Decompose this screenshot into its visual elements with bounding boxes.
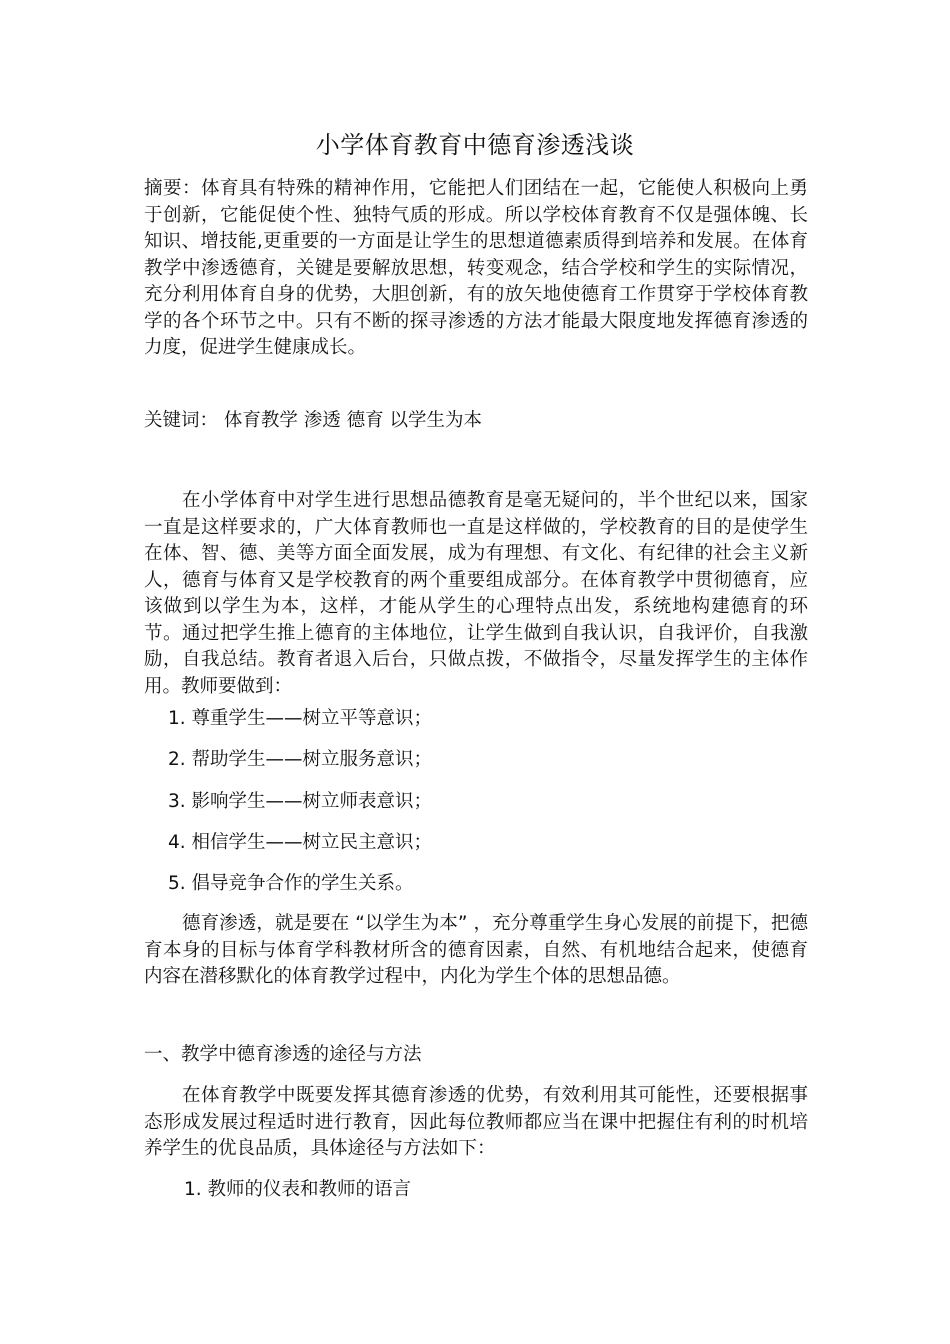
subsection-heading: 1. 教师的仪表和教师的语言 xyxy=(184,1179,412,1200)
document-title: 小学体育教育中德育渗透浅谈 xyxy=(315,131,635,159)
abstract-paragraph: 摘要：体育具有特殊的精神作用，它能把人们团结在一起，它能使人积极向上勇于创新，它能促使个性、独特气质的形成。所以学校体育教育不仅是强体魄、长知识、增技能,更重要的一方面是让学生的思想道德素质得到培养和发展。在体育教学中渗透德育，关键是要解放思想，转变观念，结合学校和学生的实际情况，充分利用体育自身的优势，大胆创新，有的放矢地使德育工作贯穿于学校体育教学的各个环节之中。只有不断的探寻渗透的方法才能最大限度地发挥德育渗透的力度，促进学生健康成长。 xyxy=(144,178,808,358)
list-item: 2. 帮助学生——树立服务意识； xyxy=(168,749,433,770)
intro-paragraph: 在小学体育中对学生进行思想品德教育是毫无疑问的，半个世纪以来，国家一直是这样要求的，广大体育教师也一直是这样做的，学校教育的目的是使学生在体、智、德、美等方面全面发展，成为有理想、有文化、有纪律的社会主义新人，德育与体育又是学校教育的两个重要组成部分。在体育教学中贯彻德育，应该做到以学生为本，这样，才能从学生的心理特点出发，系统地构建德育的环节。通过把学生推上德育的主体地位，让学生做到自我认识，自我评价，自我激励，自我总结。教育者退入后台，只做点拨，不做指令，尽量发挥学生的主体作用。教师要做到： xyxy=(144,490,808,697)
keywords-line: 关键词： 体育教学 渗透 德育 以学生为本 xyxy=(144,410,483,431)
methods-paragraph: 在体育教学中既要发挥其德育渗透的优势，有效利用其可能性，还要根据事态形成发展过程适时进行教育，因此每位教师都应当在课中把握住有利的时机培养学生的优良品质，具体途径与方法如下： xyxy=(144,1085,808,1159)
list-item: 5. 倡导竞争合作的学生关系。 xyxy=(168,873,414,894)
section-heading: 一、教学中德育渗透的途径与方法 xyxy=(144,1044,422,1065)
list-item: 3. 影响学生——树立师表意识； xyxy=(168,791,433,812)
list-item: 1. 尊重学生——树立平等意识； xyxy=(168,708,433,729)
moral-infiltration-paragraph: 德育渗透，就是要在 “以学生为本” ，充分尊重学生身心发展的前提下，把德育本身的目标与体育学科教材所含的德育因素，自然、有机地结合起来，使德育内容在潜移默化的体育教学过程中，内化为学生个体的思想品德。 xyxy=(144,913,808,987)
list-item: 4. 相信学生——树立民主意识； xyxy=(168,832,433,853)
